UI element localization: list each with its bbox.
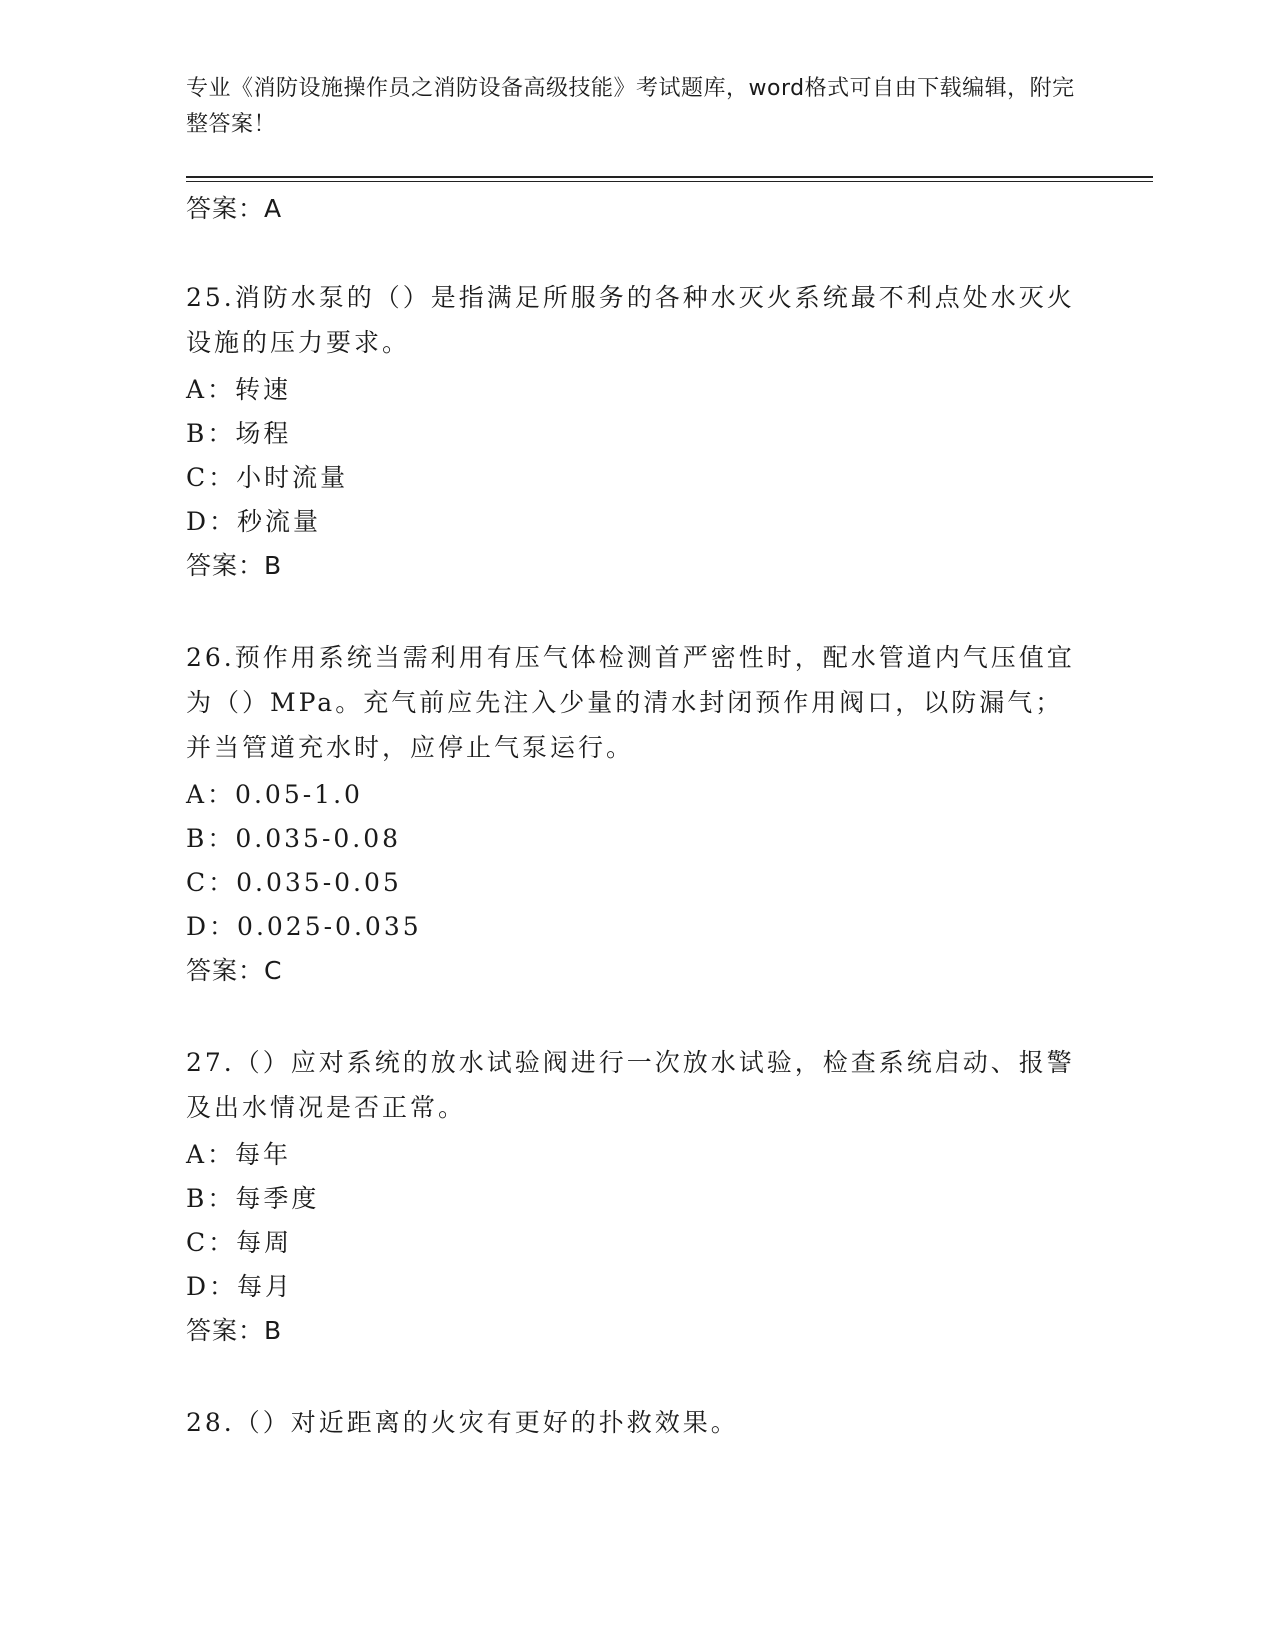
question-25-option-c: C：小时流量 xyxy=(186,463,349,492)
question-27-answer: 答案：B xyxy=(186,1316,283,1345)
question-26-option-d: D：0.025-0.035 xyxy=(186,912,422,941)
question-25-answer: 答案：B xyxy=(186,551,283,580)
question-26-option-c: C：0.035-0.05 xyxy=(186,868,402,897)
question-26-option-a: A：0.05-1.0 xyxy=(186,780,363,809)
question-27-stem: 27.（）应对系统的放水试验阀进行一次放水试验，检查系统启动、报警及出水情况是否正常。 xyxy=(186,1048,1075,1122)
question-26-option-b: B：0.035-0.08 xyxy=(186,824,402,853)
previous-answer: 答案：A xyxy=(186,194,283,223)
question-26-stem: 26.预作用系统当需利用有压气体检测首严密性时，配水管道内气压值宜为（）MPa。充气前应先注入少量的清水封闭预作用阀口，以防漏气；并当管道充水时，应停止气泵运行。 xyxy=(186,643,1075,762)
header-divider-thin xyxy=(186,181,1153,182)
question-25-stem: 25.消防水泵的（）是指满足所服务的各种水灭火系统最不利点处水灭火设施的压力要求。 xyxy=(186,283,1075,357)
header-divider-thick xyxy=(186,176,1153,178)
question-25-option-d: D：秒流量 xyxy=(186,507,322,536)
question-26-answer: 答案：C xyxy=(186,956,283,985)
document-header: 专业《消防设施操作员之消防设备高级技能》考试题库，word格式可自由下载编辑，附完整答案！ xyxy=(186,76,1075,137)
question-27-option-d: D：每月 xyxy=(186,1272,294,1301)
question-25-option-b: B：场程 xyxy=(186,419,292,448)
question-27-option-c: C：每周 xyxy=(186,1228,293,1257)
question-28-stem: 28.（）对近距离的火灾有更好的扑救效果。 xyxy=(186,1408,739,1437)
question-25-option-a: A：转速 xyxy=(186,375,292,404)
question-27-option-a: A：每年 xyxy=(186,1140,292,1169)
question-27-option-b: B：每季度 xyxy=(186,1184,320,1213)
